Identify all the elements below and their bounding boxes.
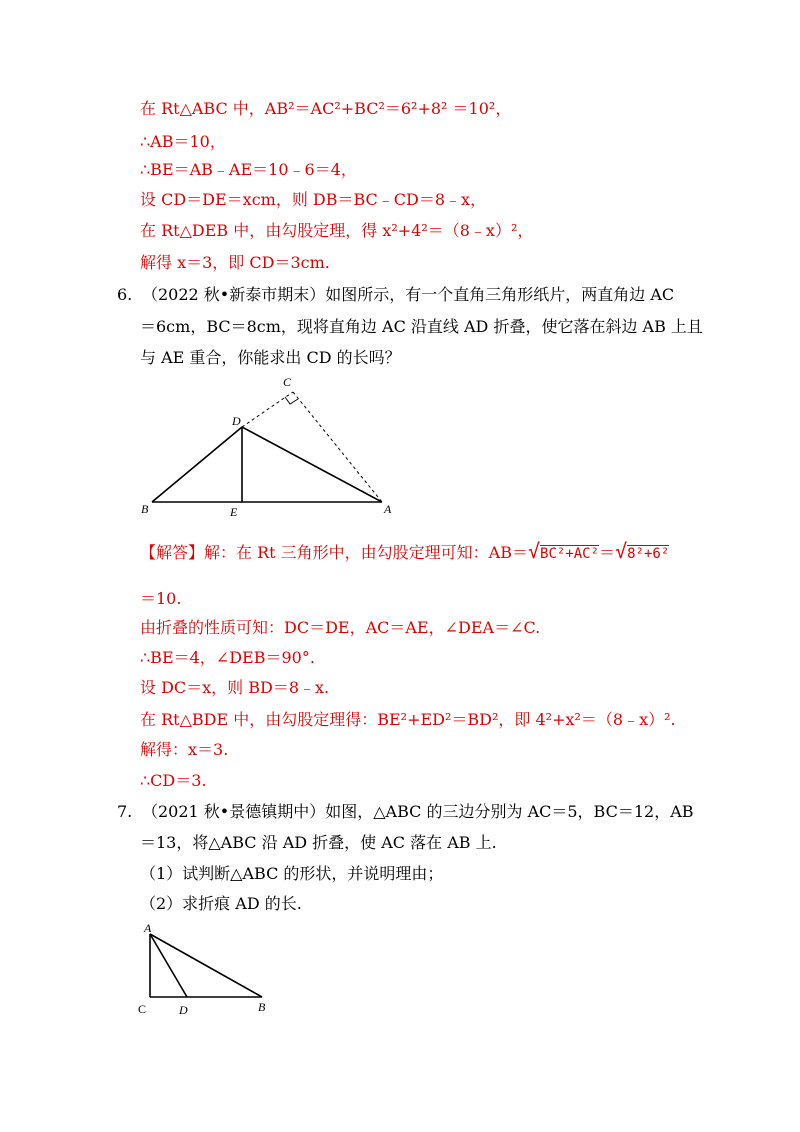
- problem-text: 与 AE 重合，你能求出 CD 的长吗？: [140, 348, 401, 367]
- problem-text: （2）求折痕 AD 的长.: [140, 894, 302, 913]
- solution-line: ∴CD＝3.: [140, 771, 207, 790]
- solution-line: 设 CD＝DE＝xcm，则 DB＝BC﹣CD＝8﹣x，: [140, 190, 487, 209]
- solution-line: ＝10.: [140, 589, 182, 608]
- label-B: B: [258, 1000, 266, 1014]
- problem-text: ＝6cm，BC＝8cm，现将直角边 AC 沿直线 AD 折叠，使它落在斜边 AB 上且: [140, 317, 703, 336]
- solution-text: 解：在 Rt 三角形中，由勾股定理可知：AB＝: [204, 543, 528, 562]
- solution-line: 在 Rt△DEB 中，由勾股定理，得 x²+4²＝（8﹣x）²，: [140, 221, 534, 240]
- solution-line: 在 Rt△BDE 中，由勾股定理得：BE²+ED²＝BD²，即 4²+x²＝（8﹣x）².: [140, 710, 676, 729]
- radical-expression: √BC²+AC²: [527, 539, 600, 563]
- radical-expression: √8²+6²: [615, 539, 670, 563]
- label-E: E: [230, 505, 238, 519]
- segment-AD: [150, 934, 187, 997]
- solution-line: 设 DC＝x，则 BD＝8﹣x.: [140, 678, 330, 697]
- solution-line: ∴BE＝4，∠DEB＝90°.: [140, 648, 315, 667]
- solution-line: ∴BE＝AB﹣AE＝10﹣6＝4，: [140, 160, 357, 179]
- problem-text: ＝13，将△ABC 沿 AD 折叠，使 AC 落在 AB 上.: [140, 833, 497, 852]
- radicand: BC²+AC²: [540, 546, 600, 562]
- solution-line: 解得 x＝3，即 CD＝3cm.: [140, 253, 330, 272]
- problem-number: 7.: [117, 802, 133, 821]
- solution-line: 由折叠的性质可知：DC＝DE，AC＝AE，∠DEA＝∠C.: [140, 618, 541, 637]
- label-D: D: [179, 1003, 188, 1017]
- answer-tag: 【解答】: [140, 543, 205, 562]
- label-C: C: [283, 375, 292, 389]
- problem-text: （2022 秋•新泰市期末）如图所示，有一个直角三角形纸片，两直角边 AC: [142, 285, 675, 304]
- solution-line: ∴AB＝10，: [140, 132, 226, 151]
- problem-text: （1）试判断△ABC 的形状，并说明理由；: [140, 864, 444, 883]
- problem-text: （2021 秋•景德镇期中）如图，△ABC 的三边分别为 AC＝5，BC＝12，AB: [142, 802, 694, 821]
- label-A: A: [384, 502, 392, 516]
- label-D: D: [232, 414, 241, 428]
- solution-line: 解得：x＝3.: [140, 740, 229, 759]
- segment-AB: [150, 934, 262, 997]
- problem-number: 6.: [117, 285, 133, 304]
- label-A: A: [144, 921, 152, 935]
- label-C: C: [138, 1002, 147, 1016]
- equals-sign: ＝: [599, 543, 616, 562]
- label-B: B: [141, 502, 149, 516]
- radicand: 8²+6²: [627, 546, 670, 562]
- solution-line: 在 Rt△ABC 中，AB²＝AC²+BC²＝6²+8² ＝10²，: [140, 99, 512, 118]
